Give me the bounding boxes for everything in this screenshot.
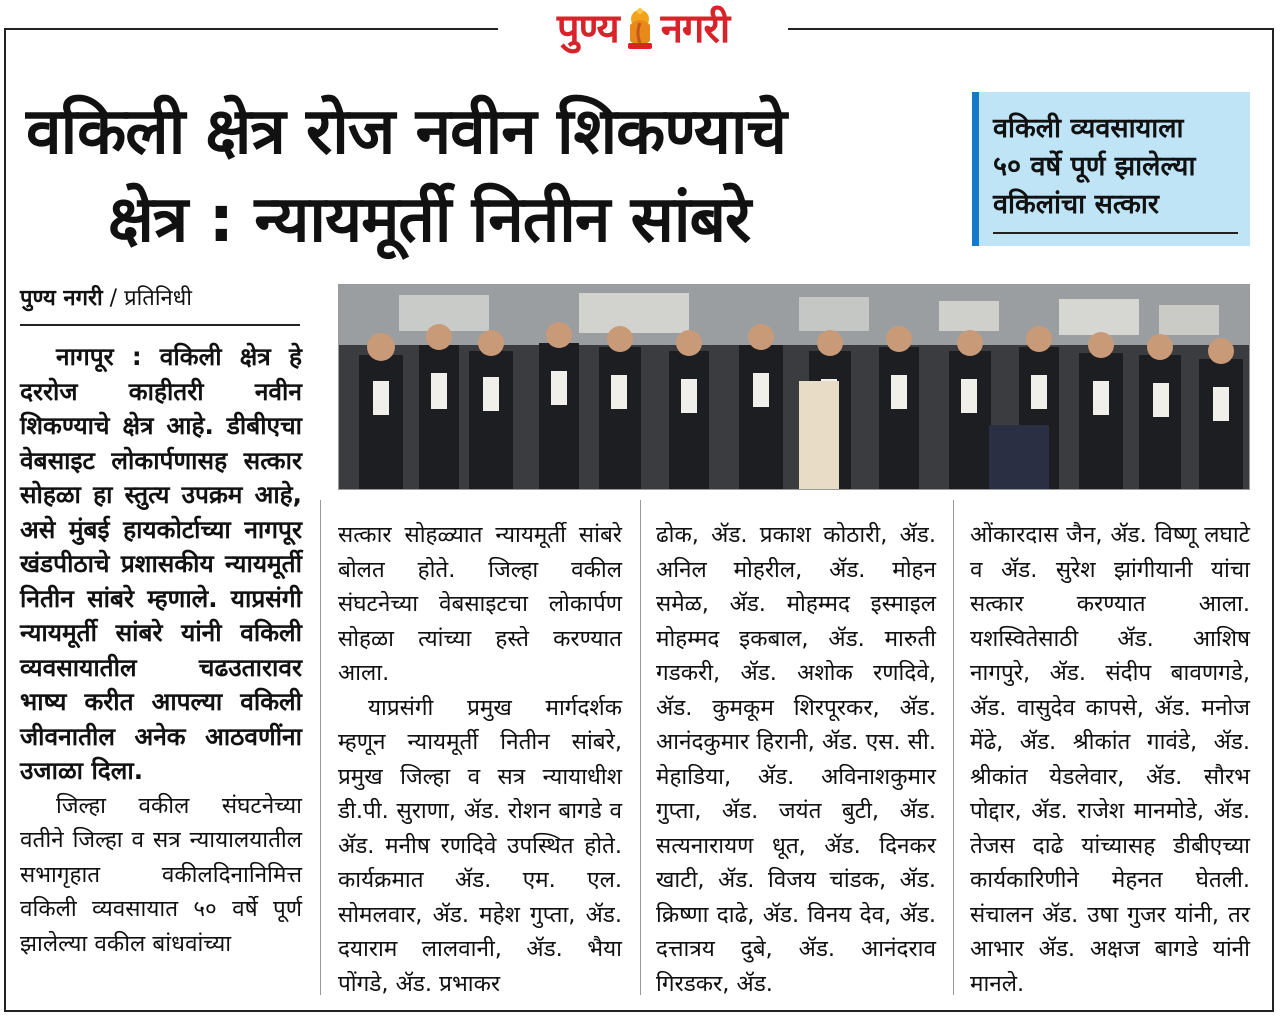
- headline-line-1: वकिली क्षेत्र रोज नवीन शिकण्याचे: [26, 95, 787, 169]
- byline-paper: पुण्य नगरी: [20, 286, 103, 311]
- article-column-2: [338, 518, 622, 1001]
- column-divider: [953, 500, 954, 995]
- article-column-3-text: ढोक, ॲड. प्रकाश कोठारी, ॲड. अनिल मोहरील, ॲड. मोहन समेळ, ॲड. मोहम्मद इस्माइल मोहम्मद इकबाल, ॲड. मारुती गडकरी, ॲड. अशोक रणदिवे, ॲड. कुमकूम शिरपूरकर, ॲड. आनंदकुमार हिरानी, ॲड. एस. सी. मेहाडिया, ॲड. अविनाशकुमार गुप्ता, ॲड. जयंत बुटी, ॲड. सत्यनारायण धूत, ॲड. दिनकर खाटी, ॲड. विजय चांडक, ॲड. क्रिष्णा दाढे, ॲड. विनय देव, ॲड. दत्तात्रय दुबे, ॲड. आनंदराव गिरडकर, ॲड.: [656, 522, 936, 997]
- masthead: [498, 0, 788, 58]
- byline: [20, 282, 300, 326]
- masthead-left-word: पुण्य: [556, 6, 619, 52]
- ganesha-logo-icon: [623, 7, 657, 51]
- article-column-4-text: ओंकारदास जैन, ॲड. विष्णू लघाटे व ॲड. सुरेश झांगीयानी यांचा सत्कार करण्यात आला. यशस्वितेसाठी ॲड. आशिष नागपुरे, ॲड. संदीप बावणगडे, ॲड. वासुदेव कापसे, ॲड. मनोज मेंढे, ॲड. श्रीकांत गावंडे, ॲड. श्रीकांत येडलेवार, ॲड. सौरभ पोद्दार, ॲड. राजेश मानमोडे, ॲड. तेजस दाढे यांच्यासह डीबीएच्या कार्यकारिणीने मेहनत घेतली. संचालन ॲड. उषा गुजर यांनी, तर आभार ॲड. अक्षज बागडे यांनी मानले.: [970, 522, 1250, 997]
- article-lead: नागपूर : वकिली क्षेत्र हे दररोज काहीतरी नवीन शिकण्याचे क्षेत्र आहे. डीबीएचा वेबसाइट लोकार्पणासह सत्कार सोहळा हा स्तुत्य उपक्रम आहे, असे मुंबई हायकोर्टाच्या नागपूर खंडपीठाचे प्रशासकीय न्यायमूर्ती नितीन सांबरे म्हणाले. याप्रसंगी न्यायमूर्ती सांबरे यांनी वकिली व्यवसायातील चढउतारावर भाष्य करीत आपल्या वकिली जीवनातील अनेक आठवणींना उजाळा दिला.: [20, 342, 302, 785]
- group-photo-image: [339, 285, 1250, 490]
- subheadline-rule: [993, 232, 1238, 234]
- article-column-3: [656, 518, 936, 1001]
- byline-separator: /: [102, 286, 125, 311]
- column-divider: [320, 500, 321, 995]
- headline-line-2: क्षेत्र : न्यायमूर्ती नितीन सांबरे: [108, 183, 751, 257]
- subheadline-line-1: वकिली व्यवसायाला: [993, 113, 1184, 144]
- article-column-1-text: जिल्हा वकील संघटनेच्या वतीने जिल्हा व सत्र न्यायालयातील सभागृहात वकीलदिनानिमित्त वकिली व्यवसायात ५० वर्षे पूर्ण झालेल्या वकील बांधवांच्या: [20, 792, 302, 957]
- subheadline-box: [972, 92, 1250, 246]
- headline: [26, 88, 956, 264]
- article-column-4: [970, 518, 1250, 1001]
- masthead-right-word: नगरी: [660, 6, 730, 52]
- article-column-2-para-2: याप्रसंगी प्रमुख मार्गदर्शक म्हणून न्यायमूर्ती नितीन सांबरे, प्रमुख जिल्हा व सत्र न्यायाधीश डी.पी. सुराणा, ॲड. रोशन बागडे व ॲड. मनीष रणदिवे उपस्थित होते. कार्यक्रमात ॲड. एम. एल. सोमलवार, ॲड. महेश गुप्ता, ॲड. दयाराम लालवानी, ॲड. भैया पोंगडे, ॲड. प्रभाकर: [338, 694, 622, 997]
- byline-role: प्रतिनिधी: [124, 286, 192, 311]
- subheadline-line-3: वकिलांचा सत्कार: [993, 189, 1159, 220]
- column-divider: [640, 500, 641, 995]
- subheadline-line-2: ५० वर्षे पूर्ण झालेल्या: [993, 151, 1196, 182]
- article-column-1: [20, 340, 302, 961]
- event-photo: [338, 284, 1250, 490]
- article-column-2-para-1: सत्कार सोहळ्यात न्यायमूर्ती सांबरे बोलत होते. जिल्हा वकील संघटनेच्या वेबसाइटचा लोकार्पण सोहळा त्यांच्या हस्ते करण्यात आला.: [338, 522, 622, 686]
